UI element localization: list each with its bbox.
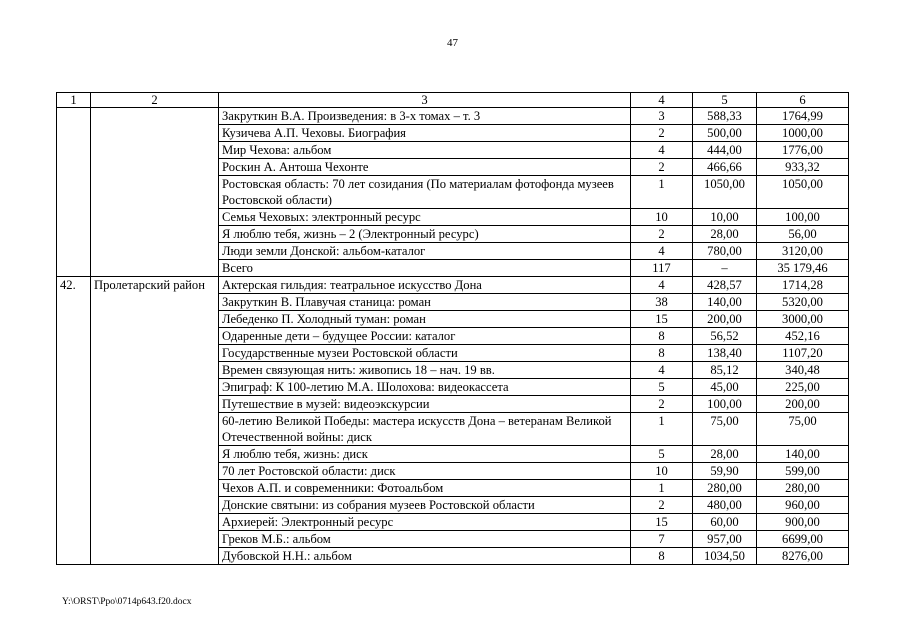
price-cell: 60,00 xyxy=(693,514,757,531)
sum-cell: 200,00 xyxy=(757,396,849,413)
title-cell: Мир Чехова: альбом xyxy=(219,142,631,159)
price-cell: 780,00 xyxy=(693,243,757,260)
column-header: 2 xyxy=(91,93,219,108)
sum-cell: 280,00 xyxy=(757,480,849,497)
column-header: 5 xyxy=(693,93,757,108)
title-cell: Государственные музеи Ростовской области xyxy=(219,345,631,362)
title-cell: Дубовской Н.Н.: альбом xyxy=(219,548,631,565)
price-cell: 10,00 xyxy=(693,209,757,226)
title-cell: Лебеденко П. Холодный туман: роман xyxy=(219,311,631,328)
price-cell: 59,90 xyxy=(693,463,757,480)
sum-cell: 3120,00 xyxy=(757,243,849,260)
price-cell: 444,00 xyxy=(693,142,757,159)
price-cell: 85,12 xyxy=(693,362,757,379)
price-cell: 140,00 xyxy=(693,294,757,311)
qty-cell: 5 xyxy=(631,446,693,463)
price-cell: 1050,00 xyxy=(693,176,757,209)
sum-cell: 140,00 xyxy=(757,446,849,463)
title-cell: Чехов А.П. и современники: Фотоальбом xyxy=(219,480,631,497)
title-cell: Времен связующая нить: живопись 18 – нач. 19 вв. xyxy=(219,362,631,379)
qty-cell: 2 xyxy=(631,396,693,413)
title-cell: Кузичева А.П. Чеховы. Биография xyxy=(219,125,631,142)
price-cell: 957,00 xyxy=(693,531,757,548)
title-cell: Путешествие в музей: видеоэкскурсии xyxy=(219,396,631,413)
title-cell: Я люблю тебя, жизнь – 2 (Электронный ресурс) xyxy=(219,226,631,243)
qty-cell: 4 xyxy=(631,362,693,379)
qty-cell: 5 xyxy=(631,379,693,396)
qty-cell: 8 xyxy=(631,345,693,362)
price-cell: 45,00 xyxy=(693,379,757,396)
qty-cell: 8 xyxy=(631,548,693,565)
qty-cell: 2 xyxy=(631,226,693,243)
qty-cell: 7 xyxy=(631,531,693,548)
sum-cell: 1000,00 xyxy=(757,125,849,142)
page-number: 47 xyxy=(447,37,458,49)
column-header: 6 xyxy=(757,93,849,108)
sum-cell: 3000,00 xyxy=(757,311,849,328)
price-cell: – xyxy=(693,260,757,277)
price-cell: 56,52 xyxy=(693,328,757,345)
sum-cell: 56,00 xyxy=(757,226,849,243)
row-number-cell xyxy=(57,108,91,277)
table-row xyxy=(57,277,849,294)
title-cell: Одаренные дети – будущее России: каталог xyxy=(219,328,631,345)
title-cell: 70 лет Ростовской области: диск xyxy=(219,463,631,480)
title-cell: Семья Чеховых: электронный ресурс xyxy=(219,209,631,226)
row-number-cell: 42. xyxy=(57,277,91,565)
table-row xyxy=(57,108,849,125)
price-cell: 480,00 xyxy=(693,497,757,514)
sum-cell: 452,16 xyxy=(757,328,849,345)
sum-cell: 1776,00 xyxy=(757,142,849,159)
distribution-table xyxy=(56,92,849,565)
title-cell: 60-летию Великой Победы: мастера искусств Дона – ветеранам Великой Отечественной войны: диск xyxy=(219,413,631,446)
column-header: 3 xyxy=(219,93,631,108)
sum-cell: 1050,00 xyxy=(757,176,849,209)
sum-cell: 1764,99 xyxy=(757,108,849,125)
price-cell: 28,00 xyxy=(693,226,757,243)
title-cell: Закруткин В. Плавучая станица: роман xyxy=(219,294,631,311)
price-cell: 500,00 xyxy=(693,125,757,142)
title-cell: Роскин А. Антоша Чехонте xyxy=(219,159,631,176)
sum-cell: 960,00 xyxy=(757,497,849,514)
district-cell: Пролетарский район xyxy=(91,277,219,565)
title-cell: Я люблю тебя, жизнь: диск xyxy=(219,446,631,463)
qty-cell: 10 xyxy=(631,463,693,480)
qty-cell: 15 xyxy=(631,311,693,328)
qty-cell: 4 xyxy=(631,142,693,159)
title-cell: Архиерей: Электронный ресурс xyxy=(219,514,631,531)
sum-cell: 35 179,46 xyxy=(757,260,849,277)
column-header: 4 xyxy=(631,93,693,108)
sum-cell: 1107,20 xyxy=(757,345,849,362)
qty-cell: 4 xyxy=(631,243,693,260)
sum-cell: 8276,00 xyxy=(757,548,849,565)
qty-cell: 10 xyxy=(631,209,693,226)
qty-cell: 2 xyxy=(631,159,693,176)
sum-cell: 933,32 xyxy=(757,159,849,176)
qty-cell: 2 xyxy=(631,125,693,142)
qty-cell: 4 xyxy=(631,277,693,294)
qty-cell: 3 xyxy=(631,108,693,125)
title-cell: Всего xyxy=(219,260,631,277)
sum-cell: 599,00 xyxy=(757,463,849,480)
title-cell: Эпиграф: К 100-летию М.А. Шолохова: видеокассета xyxy=(219,379,631,396)
qty-cell: 1 xyxy=(631,176,693,209)
price-cell: 138,40 xyxy=(693,345,757,362)
qty-cell: 117 xyxy=(631,260,693,277)
price-cell: 28,00 xyxy=(693,446,757,463)
qty-cell: 1 xyxy=(631,413,693,446)
sum-cell: 6699,00 xyxy=(757,531,849,548)
price-cell: 466,66 xyxy=(693,159,757,176)
column-header: 1 xyxy=(57,93,91,108)
title-cell: Ростовская область: 70 лет созидания (По материалам фотофонда музеев Ростовской области) xyxy=(219,176,631,209)
price-cell: 588,33 xyxy=(693,108,757,125)
price-cell: 75,00 xyxy=(693,413,757,446)
sum-cell: 5320,00 xyxy=(757,294,849,311)
sum-cell: 340,48 xyxy=(757,362,849,379)
title-cell: Греков М.Б.: альбом xyxy=(219,531,631,548)
sum-cell: 900,00 xyxy=(757,514,849,531)
price-cell: 200,00 xyxy=(693,311,757,328)
qty-cell: 2 xyxy=(631,497,693,514)
title-cell: Закруткин В.А. Произведения: в 3-х томах – т. 3 xyxy=(219,108,631,125)
qty-cell: 8 xyxy=(631,328,693,345)
sum-cell: 75,00 xyxy=(757,413,849,446)
price-cell: 100,00 xyxy=(693,396,757,413)
district-cell xyxy=(91,108,219,277)
title-cell: Актерская гильдия: театральное искусство Дона xyxy=(219,277,631,294)
qty-cell: 1 xyxy=(631,480,693,497)
title-cell: Донские святыни: из собрания музеев Ростовской области xyxy=(219,497,631,514)
sum-cell: 100,00 xyxy=(757,209,849,226)
price-cell: 1034,50 xyxy=(693,548,757,565)
price-cell: 280,00 xyxy=(693,480,757,497)
sum-cell: 225,00 xyxy=(757,379,849,396)
qty-cell: 38 xyxy=(631,294,693,311)
qty-cell: 15 xyxy=(631,514,693,531)
footer-file-path: Y:\ORST\Ppo\0714p643.f20.docx xyxy=(62,597,192,607)
title-cell: Люди земли Донской: альбом-каталог xyxy=(219,243,631,260)
sum-cell: 1714,28 xyxy=(757,277,849,294)
header-row xyxy=(57,93,849,108)
price-cell: 428,57 xyxy=(693,277,757,294)
